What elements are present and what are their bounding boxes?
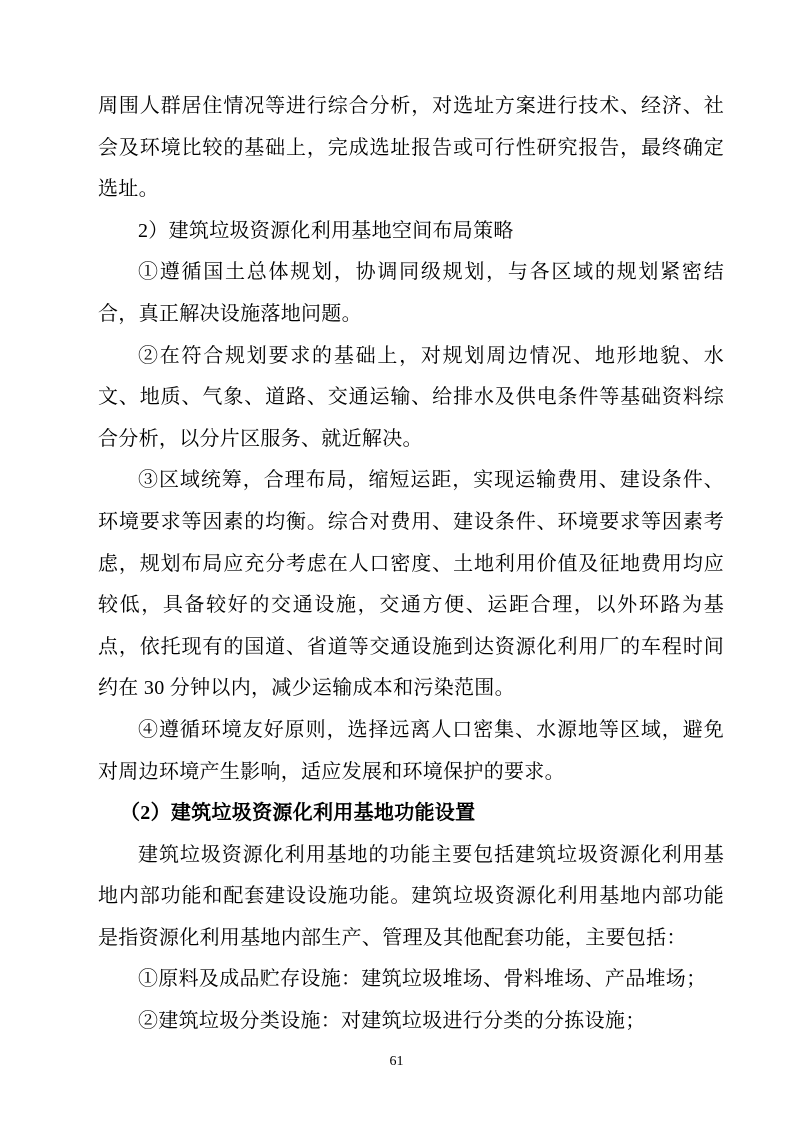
- document-body: [98, 86, 724, 1043]
- body-paragraph: 2）建筑垃圾资源化利用基地空间布局策略: [138, 219, 514, 242]
- body-paragraph: 建筑垃圾资源化利用基地的功能主要包括建筑垃圾资源化利用基地内部功能和配套建设设施功能。建筑垃圾资源化利用基地内部功能是指资源化利用基地内部生产、管理及其他配套功能，主要包括：: [98, 843, 724, 949]
- body-paragraph: ④遵循环境友好原则，选择远离人口密集、水源地等区域，避免对周边环境产生影响，适应发展和环境保护的要求。: [98, 718, 724, 783]
- body-paragraph: 周围人群居住情况等进行综合分析，对选址方案进行技术、经济、社会及环境比较的基础上，完成选址报告或可行性研究报告，最终确定选址。: [98, 95, 724, 201]
- body-paragraph: ③区域统筹，合理布局，缩短运距，实现运输费用、建设条件、环境要求等因素的均衡。综合对费用、建设条件、环境要求等因素考虑，规划布局应充分考虑在人口密度、土地利用价值及征地费用均应较低，具备较好的交通设施，交通方便、运距合理，以外环路为基点，依托现有的国道、省道等交通设施到达资源化利用厂的车程时间约在 30 分钟以内，减少运输成本和污染范围。: [98, 469, 724, 700]
- body-paragraph: ①原料及成品贮存设施：建筑垃圾堆场、骨料堆场、产品堆场；: [138, 968, 707, 991]
- body-paragraph: ①遵循国土总体规划，协调同级规划，与各区域的规划紧密结合，真正解决设施落地问题。: [98, 261, 724, 325]
- page-number: 61: [389, 1054, 404, 1069]
- body-paragraph: ②在符合规划要求的基础上，对规划周边情况、地形地貌、水文、地质、气象、道路、交通运输、给排水及供电条件等基础资料综合分析，以分片区服务、就近解决。: [98, 344, 724, 450]
- body-paragraph: ②建筑垃圾分类设施：对建筑垃圾进行分类的分拣设施；: [138, 1010, 646, 1033]
- page-footer: [0, 1052, 793, 1070]
- section-heading: （2）建筑垃圾资源化利用基地功能设置: [120, 802, 476, 825]
